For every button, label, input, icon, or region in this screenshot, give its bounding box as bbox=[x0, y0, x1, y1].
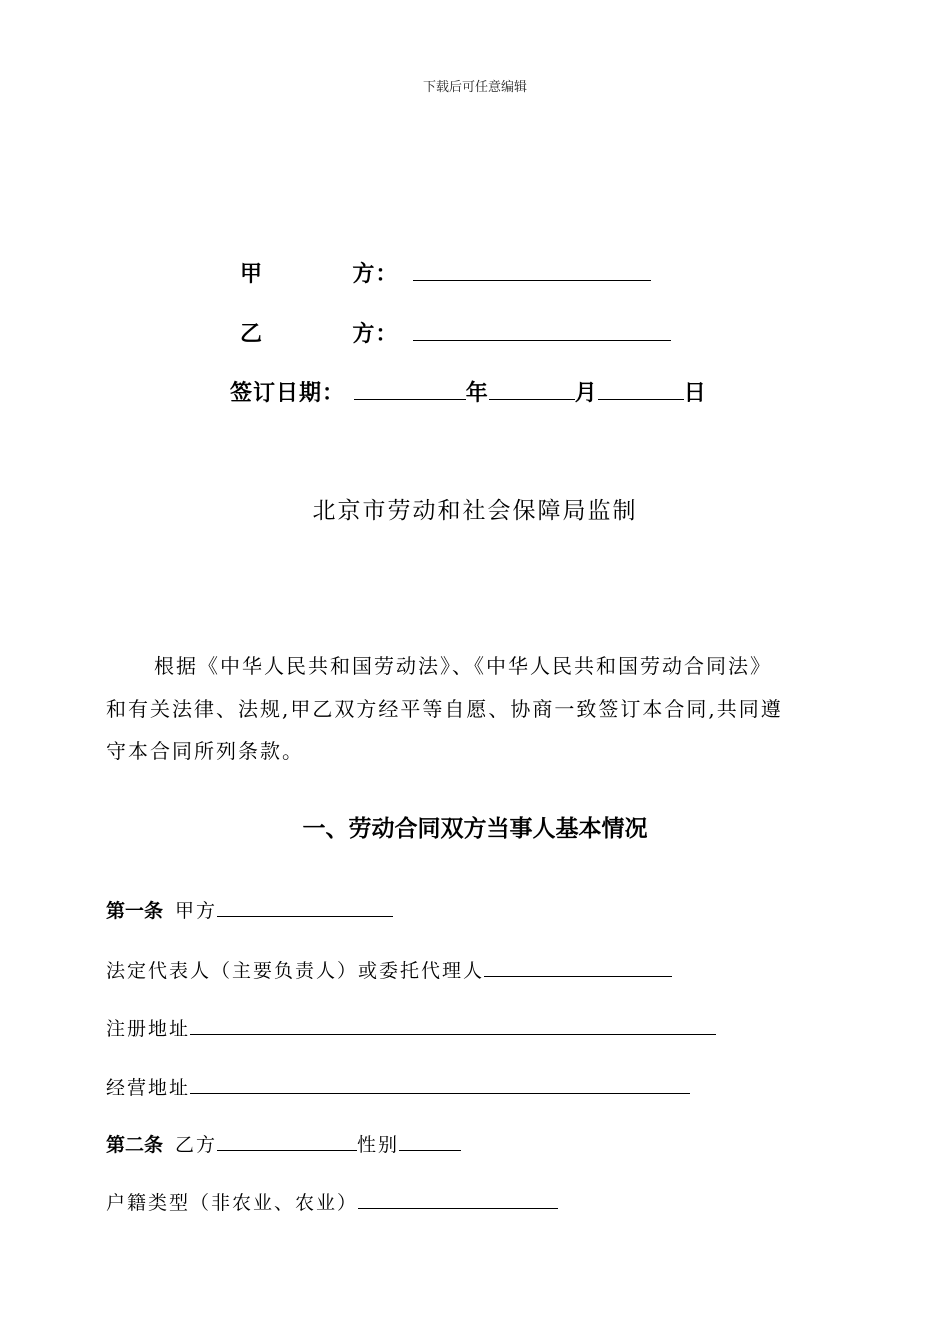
legal-rep-label: 法定代表人（主要负责人）或委托代理人 bbox=[106, 960, 485, 982]
party-a-field-label: 甲方 bbox=[175, 900, 218, 922]
reg-address-field[interactable] bbox=[190, 1016, 716, 1035]
header-note: 下载后可任意编辑 bbox=[422, 80, 527, 95]
sign-date-label: 签订日期： bbox=[230, 381, 346, 406]
party-a-label-1: 甲 bbox=[240, 262, 264, 287]
hukou-line bbox=[106, 1188, 558, 1215]
hukou-field[interactable] bbox=[358, 1190, 558, 1209]
party-a-label-2: 方： bbox=[352, 262, 399, 287]
sign-date-line bbox=[230, 376, 707, 407]
biz-address-field[interactable] bbox=[190, 1075, 690, 1094]
party-b-blank[interactable] bbox=[413, 318, 671, 341]
gender-label: 性别 bbox=[357, 1134, 400, 1156]
party-b-field-label: 乙方 bbox=[175, 1134, 218, 1156]
article-1-party-a-line bbox=[106, 896, 393, 923]
preamble-line-3: 守本合同所列条款。 bbox=[106, 739, 304, 763]
month-label: 月 bbox=[574, 381, 598, 406]
day-label: 日 bbox=[683, 381, 707, 406]
biz-address-label: 经营地址 bbox=[106, 1077, 191, 1099]
reg-address-label: 注册地址 bbox=[106, 1018, 191, 1040]
party-b-label-1: 乙 bbox=[240, 322, 264, 347]
party-a-blank[interactable] bbox=[413, 258, 651, 281]
supervisor-text: 北京市劳动和社会保障局监制 bbox=[312, 498, 638, 524]
reg-address-line bbox=[106, 1014, 716, 1041]
article-2-label: 第二条 bbox=[106, 1134, 164, 1156]
year-label: 年 bbox=[465, 381, 489, 406]
day-blank[interactable] bbox=[598, 377, 684, 400]
article-2-party-b-line bbox=[106, 1130, 461, 1157]
party-b-line bbox=[240, 317, 671, 348]
legal-rep-line bbox=[106, 956, 672, 983]
legal-rep-field[interactable] bbox=[484, 958, 672, 977]
party-a-line bbox=[240, 257, 651, 288]
party-b-label-2: 方： bbox=[352, 322, 399, 347]
preamble-line-2: 和有关法律、法规,甲乙双方经平等自愿、协商一致签订本合同,共同遵 bbox=[106, 697, 783, 721]
party-b-name-field[interactable] bbox=[217, 1132, 357, 1151]
year-blank[interactable] bbox=[354, 377, 466, 400]
article-1-label: 第一条 bbox=[106, 900, 164, 922]
hukou-label: 户籍类型（非农业、农业） bbox=[106, 1192, 359, 1214]
month-blank[interactable] bbox=[489, 377, 575, 400]
party-a-field[interactable] bbox=[217, 898, 393, 917]
biz-address-line bbox=[106, 1073, 690, 1100]
gender-field[interactable] bbox=[399, 1132, 461, 1151]
preamble-line-1: 根据《中华人民共和国劳动法》、《中华人民共和国劳动合同法》 bbox=[154, 654, 772, 678]
section-1-title: 一、劳动合同双方当事人基本情况 bbox=[302, 816, 648, 842]
